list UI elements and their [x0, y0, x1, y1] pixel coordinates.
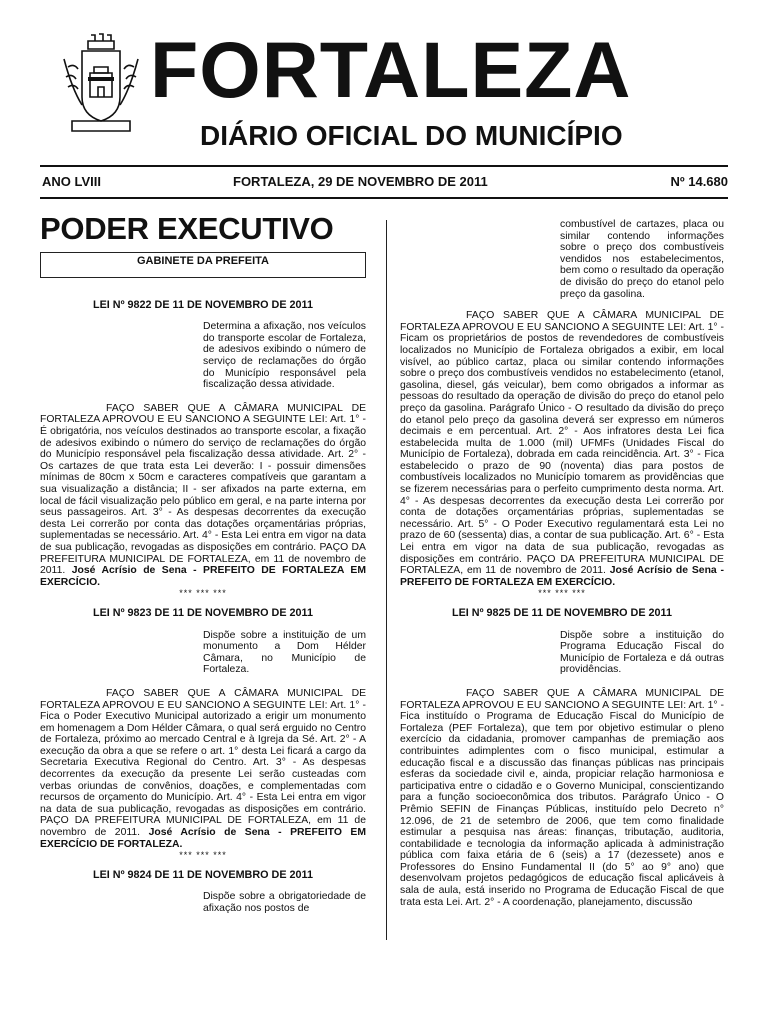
- law-body: FAÇO SABER QUE A CÂMARA MUNICIPAL DE FORTALEZA APROVOU E EU SANCIONO A SEGUINTE LEI: Art. 1° - É obrigatória, nos veículos destinados ao transporte escolar, a fixação de adesivos exibindo o número do serviço de reclamações do órgão do Município responsável pela fiscalização dessa atividade. Art. 2° - Os cartazes de que trata esta Lei deverão: I - possuir dimensões mínimas de 80cm x 50cm e caracteres compatíveis que garantam a sua visualização a distância; II - ser afixados na parte externa, em local de fácil visualização pelo público em geral, e na parte interna por seus passageiros. Art. 3° - As despesas decorrentes da execução desta Lei correrão por conta das dotações orçamentárias próprias, suplementadas se necessário. Art. 4° - Esta Lei entra em vigor na data de sua publicação, revogadas as disposições em contrário. PAÇO DA PREFEITURA MUNICIPAL DE FORTALEZA, em 11 de novembro de 2011. José Acrísio de Sena - PREFEITO DE FORTALEZA EM EXERCÍCIO.: [40, 402, 366, 588]
- masthead-title: FORTALEZA: [150, 25, 632, 114]
- law-body: FAÇO SABER QUE A CÂMARA MUNICIPAL DE FORTALEZA APROVOU E EU SANCIONO A SEGUINTE LEI: Art. 1° - Ficam os proprietários de postos de revendedores de combustíveis localizados no Município de Fortaleza obrigados a exibir, em local visível, ao público cartaz, placa ou similar contendo informações sobre o preço dos combustíveis vendidos no estabelecimento (etanol, gasolina, diesel, gás veicular), bem como obrigados a informar as pessoas do resultado da operação de divisão do preço do etanol pelo preço da gasolina. Parágrafo Único - O resultado da divisão do preço do etanol pelo preço da gasolina deverá ser expresso em números decimais e em percentual. Art. 2° - Aos infratores desta Lei fica estabelecida multa de 1.000 (mil) UFMFs (Unidades Fiscal do Município de Fortaleza), dobrada em cada reincidência. Art. 3° - Fica estabelecido o prazo de 90 (noventa) dias para postos de combustíveis localizados no Município tomarem as providências que se fizerem necessárias para o perfeito cumprimento desta norma. Art. 4° - As despesas decorrentes da execução desta Lei correrão por conta de dotações orçamentárias próprias, suplementadas se necessário. Art. 5° - O Poder Executivo regulamentará esta Lei no prazo de 60 (sessenta) dias, a contar de sua publicação. Art. 6° - Esta Lei entra em vigor na data de sua publicação, revogadas as disposições em contrário. PAÇO DA PREFEITURA MUNICIPAL DE FORTALEZA, em 11 de novembro de 2011. José Acrísio de Sena - PREFEITO DE FORTALEZA EM EXERCÍCIO.: [400, 310, 725, 588]
- law-heading: LEI Nº 9822 DE 11 DE NOVEMBRO DE 2011: [93, 298, 313, 311]
- issue-date: FORTALEZA, 29 DE NOVEMBRO DE 2011: [233, 174, 488, 189]
- law-ementa: Dispõe sobre a instituição de um monumento a Dom Hélder Câmara, no Município de Fortaleza.: [203, 629, 366, 676]
- law-ementa: Dispõe sobre a instituição do Programa Educação Fiscal do Município de Fortaleza e dá outras providências.: [560, 629, 724, 676]
- right-column: [400, 219, 724, 908]
- law-body: FAÇO SABER QUE A CÂMARA MUNICIPAL DE FORTALEZA APROVOU E EU SANCIONO A SEGUINTE LEI: Art. 1° - Fica instituído o Programa de Educação Fiscal do Município de Fortaleza (PEF Fortaleza), que tem por objetivo estimular o pleno exercício da cidadania, promover campanhas de premiação aos contribuintes adimplentes com o fisco municipal, estimular a educação fiscal e a discussão das finanças públicas nas principais esferas da sociedade civil e, ainda, propiciar relação harmoniosa e participativa entre o cidadão e o Governo Municipal, conscientizando para a função socioeconômica dos tributos. Parágrafo Único - O Prêmio SEFIN de Finanças Públicas, instituído pelo Decreto n° 12.096, de 21 de setembro de 2006, que tem como finalidade estimular a pesquisa nas áreas: finanças, tributação, auditoria, contabilidade e tecnologia da informação aplicada à administração pública com faixa etária de 6 (seis) a 17 (dezessete) anos e Professores do Ensino Fundamental II (do 5° ao 9° ano) que desenvolvam projetos pedagógicos de educação fiscal aplicáveis à sala de aula, está inserido no Programa de Educação Fiscal de que trata esta Lei. Art. 2° - A coordenação, planejamento, discussão: [400, 687, 724, 908]
- law-separator: *** *** ***: [538, 588, 586, 599]
- law-heading: LEI Nº 9824 DE 11 DE NOVEMBRO DE 2011: [93, 868, 313, 881]
- issue-year: ANO LVIII: [42, 174, 101, 189]
- left-column: [40, 212, 366, 927]
- law-signature: José Acrísio de Sena - PREFEITO DE FORTALEZA EM EXERCÍCIO.: [40, 565, 366, 588]
- law-ementa-continued: combustível de cartazes, placa ou similar contendo informações sobre o preço dos combustíveis vendidos nos estabelecimentos, bem como o resultado da operação de divisão do preço do etanol pelo preço da gasolina.: [560, 219, 724, 300]
- column-divider: [386, 220, 387, 940]
- law-separator: *** *** ***: [179, 850, 227, 861]
- law-signature: José Acrísio de Sena - PREFEITO EM EXERCÍCIO DE FORTALEZA.: [40, 827, 367, 850]
- coat-of-arms-icon: [58, 33, 144, 137]
- law-body: FAÇO SABER QUE A CÂMARA MUNICIPAL DE FORTALEZA APROVOU E EU SANCIONO A SEGUINTE LEI: Art. 1° - Fica o Poder Executivo Municipal autorizado a erigir um monumento em homenagem a Dom Hélder Câmara, o qual será erguido no Centro de Fortaleza, próximo ao mercado Central e à Igreja da Sé. Art. 2° - A execução da obra a que se refere o art. 1° desta Lei ficará a cargo da Secretaria Executiva Regional do Centro. Art. 3° - As despesas decorrentes da execução da presente Lei serão custeadas com verbas oriundas de convênios, doações, e complementadas com recursos de orçamento do Município. Art. 4° - Esta Lei entra em vigor na data de sua publicação, revogadas as disposições em contrário. PAÇO DA PREFEITURA MUNICIPAL DE FORTALEZA, em 11 de novembro de 2011. José Acrísio de Sena - PREFEITO EM EXERCÍCIO DE FORTALEZA.: [40, 687, 367, 850]
- law-separator: *** *** ***: [179, 588, 227, 599]
- law-ementa: Determina a afixação, nos veículos do transporte escolar de Fortaleza, de adesivos exibindo o número de serviço de reclamações do órgão do Município responsável pela fiscalização dessa atividade.: [203, 321, 366, 391]
- law-heading: LEI Nº 9823 DE 11 DE NOVEMBRO DE 2011: [93, 606, 313, 619]
- header-bottom-rule: [40, 197, 728, 199]
- law-ementa-start: Dispõe sobre a obrigatoriedade de afixação nos postos de: [203, 891, 366, 914]
- header-top-rule: [40, 165, 728, 167]
- section-title: PODER EXECUTIVO: [40, 211, 334, 246]
- masthead-subtitle: DIÁRIO OFICIAL DO MUNICÍPIO: [200, 120, 623, 151]
- issue-number: Nº 14.680: [670, 174, 728, 189]
- law-heading: LEI Nº 9825 DE 11 DE NOVEMBRO DE 2011: [452, 607, 672, 619]
- subsection-box: GABINETE DA PREFEITA: [40, 252, 366, 278]
- law-signature: José Acrísio de Sena - PREFEITO DE FORTALEZA EM EXERCÍCIO.: [400, 565, 725, 588]
